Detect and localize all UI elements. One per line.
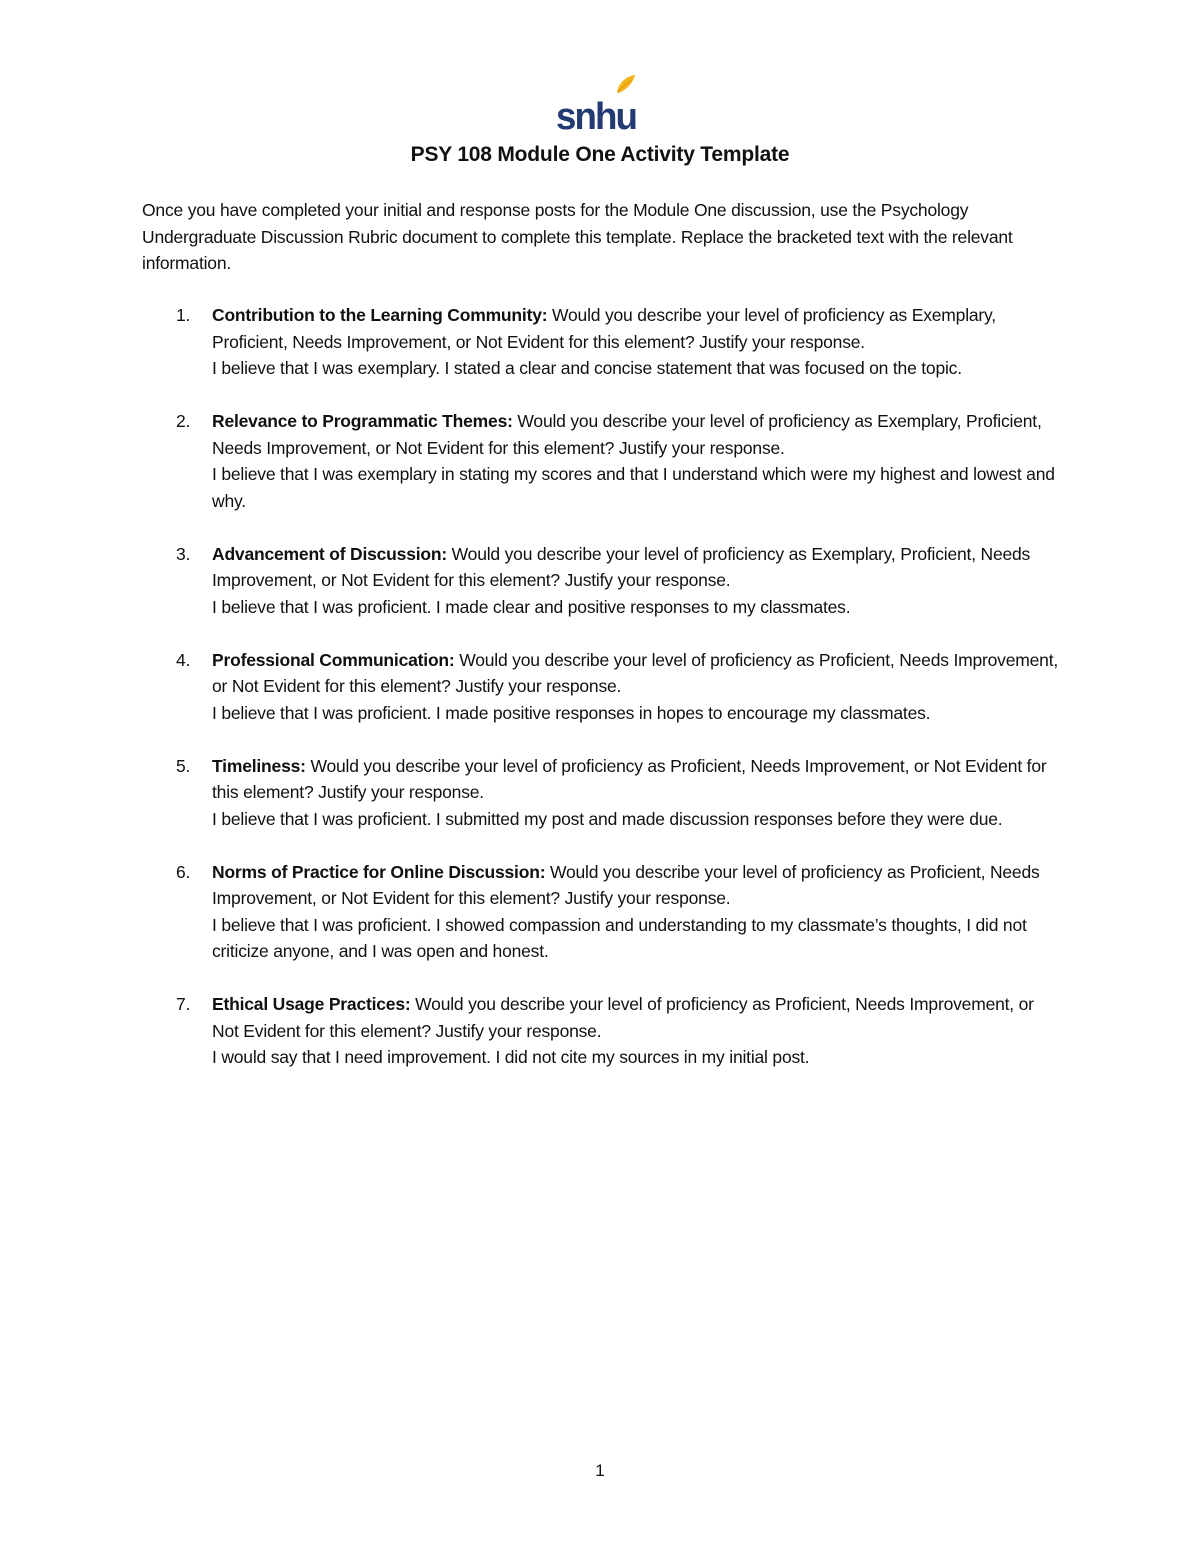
item-label: Professional Communication: bbox=[212, 649, 455, 670]
item-answer: I would say that I need improvement. I did not cite my sources in my initial post. bbox=[212, 1047, 810, 1067]
item-question: Would you describe your level of proficiency as Exemplary, Proficient, Needs Improvement, or Not Evident for this element? Justify your response. bbox=[212, 305, 996, 352]
list-item bbox=[142, 541, 1062, 621]
svg-text:snhu: snhu bbox=[556, 96, 636, 134]
item-number: 6. bbox=[176, 861, 191, 882]
item-number: 1. bbox=[176, 305, 191, 325]
item-number: 3. bbox=[176, 543, 191, 564]
item-answer: I believe that I was exemplary. I stated a clear and concise statement that was focused on the topic. bbox=[212, 358, 962, 378]
item-answer: I believe that I was proficient. I showed compassion and understanding to my classmate’s thoughts, I did not criticize anyone, and I was open and honest. bbox=[212, 914, 1027, 961]
item-answer: I believe that I was proficient. I submitted my post and made discussion responses before they were due. bbox=[212, 808, 1003, 829]
item-question: Would you describe your level of proficiency as Proficient, Needs Improvement, or Not Evident for this element? Justify your response. bbox=[212, 649, 1059, 696]
list-item bbox=[142, 302, 1062, 382]
item-answer: I believe that I was proficient. I made positive responses in hopes to encourage my classmates. bbox=[212, 702, 931, 723]
item-number: 7. bbox=[176, 994, 191, 1014]
item-label: Ethical Usage Practices: bbox=[212, 994, 411, 1014]
list-item bbox=[142, 991, 1062, 1071]
item-number: 5. bbox=[176, 755, 191, 776]
list-item bbox=[142, 408, 1062, 514]
page-title: PSY 108 Module One Activity Template bbox=[410, 143, 790, 166]
item-label: Relevance to Programmatic Themes: bbox=[212, 411, 513, 431]
item-label: Contribution to the Learning Community: bbox=[212, 305, 548, 325]
item-question: Would you describe your level of proficiency as Proficient, Needs Improvement, or Not Evident for this element? Justify your response. bbox=[212, 994, 1034, 1041]
item-label: Advancement of Discussion: bbox=[212, 543, 447, 564]
item-label: Norms of Practice for Online Discussion: bbox=[212, 861, 546, 882]
intro-paragraph: Once you have completed your initial and response posts for the Module One discussion, use the Psychology Undergraduate Discussion Rubric document to complete this template. Replace the bracketed text with the relevant information. bbox=[142, 200, 1013, 273]
item-question: Would you describe your level of proficiency as Exemplary, Proficient, Needs Improvement, or Not Evident for this element? Justify your response. bbox=[212, 411, 1042, 458]
list-item bbox=[142, 859, 1062, 965]
item-number: 4. bbox=[176, 649, 191, 670]
item-number: 2. bbox=[176, 411, 191, 431]
item-question: Would you describe your level of proficiency as Proficient, Needs Improvement, or Not Evident for this element? Justify your response. bbox=[212, 755, 1047, 802]
item-question: Would you describe your level of proficiency as Proficient, Needs Improvement, or Not Evident for this element? Justify your response. bbox=[212, 861, 1040, 908]
item-label: Timeliness: bbox=[212, 755, 306, 776]
rubric-list bbox=[142, 302, 1062, 1097]
item-question: Would you describe your level of proficiency as Exemplary, Proficient, Needs Improvement, or Not Evident for this element? Justify your response. bbox=[212, 543, 1031, 590]
list-item bbox=[142, 647, 1062, 727]
item-answer: I believe that I was exemplary in stating my scores and that I understand which were my highest and lowest and why. bbox=[212, 464, 1055, 511]
snhu-logo bbox=[555, 72, 641, 134]
page-number: 1 bbox=[595, 1461, 605, 1480]
list-item bbox=[142, 753, 1062, 833]
item-answer: I believe that I was proficient. I made clear and positive responses to my classmates. bbox=[212, 596, 851, 617]
